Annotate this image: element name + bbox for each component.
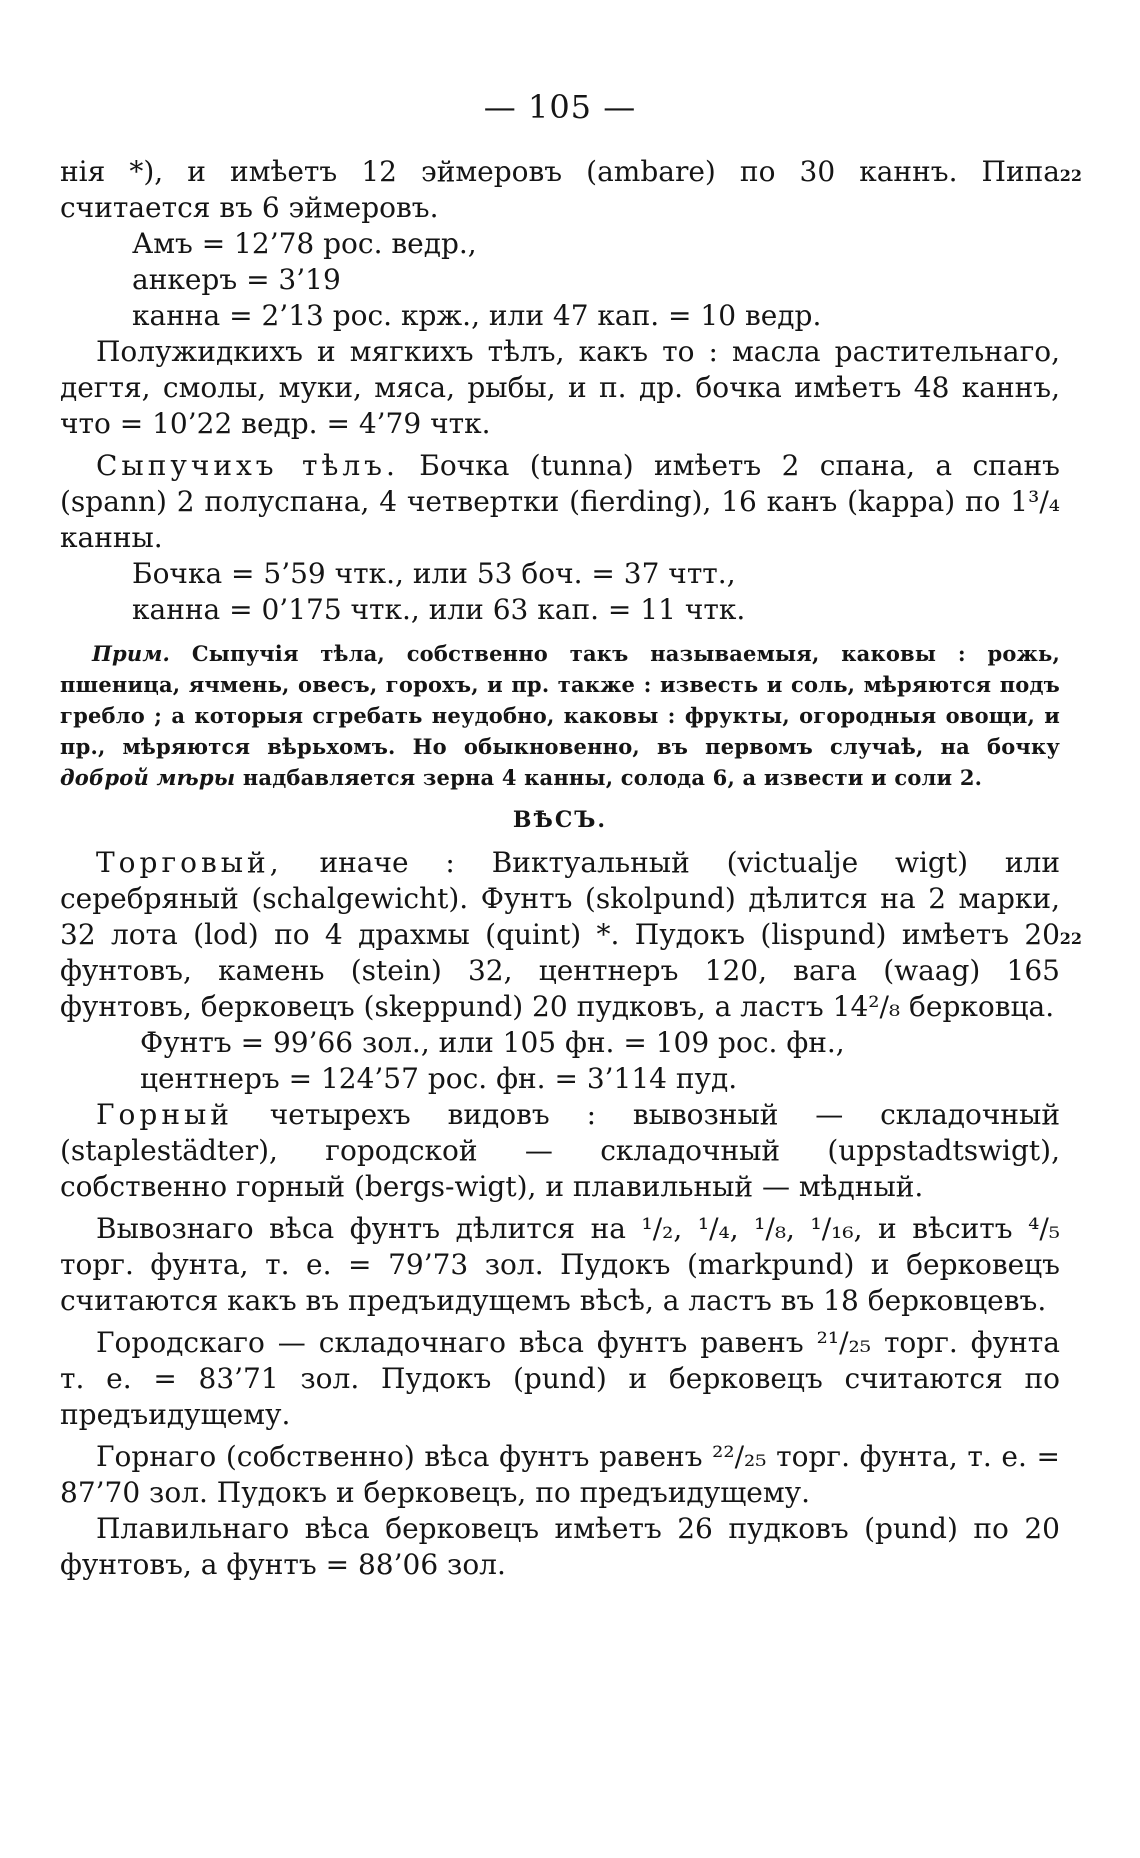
trade-weight-text: иначе : Виктуальный (victualje wigt) или серебряный (schalgewicht). Фунтъ (skolpund) дѣлится на 2 марки, 32 лота (lod) по 4 драхмы (quint) *. Пудокъ (lispund) имѣетъ 20 фунтовъ, камень (stein) 32, центнеръ 120, вага (waag) 165 фунтовъ, берковецъ (skeppund) 20 пудковъ, а ластъ 14²/₈ берковца. [60,846,1060,1023]
paragraph-intro [60,154,1082,226]
measures-table-weight [60,1025,1060,1097]
paragraph-trade-weight [60,845,1082,1025]
margin-note-number: 22 [1059,166,1082,185]
dry-bodies-text: Бочка (tunna) имѣетъ 2 спана, а спанъ (spann) 2 полуспана, 4 четвертки (fierding), 16 канъ (kappa) по 1³/₄ канны. [60,449,1060,554]
remark-text-before: Сыпучія тѣла, собственно такъ называемыя, каковы : рожь, пшеница, ячмень, овесъ, горохъ, и пр. также : известь и соль, мѣряются подъ гребло ; а которыя сгребать неудобно, каковы : фрукты, огородныя овощи, и пр., мѣряются вѣрьхомъ. Но обыкновенно, въ первомъ случаѣ, на бочку [60,641,1060,759]
measure-row: канна = 2’13 рос. крж., или 47 кап. = 10 ведр. [132,299,822,332]
paragraph-dry-bodies [60,448,1060,556]
paragraph-semiliquid: Полужидкихъ и мягкихъ тѣлъ, какъ то : масла растительнаго, дегтя, смолы, муки, мяса, рыбы, и п. др. бочка имѣетъ 48 каннъ, что = 10’22 ведр. = 4’79 чтк. [60,335,1060,440]
measure-row: канна = 0’175 чтк., или 63 кап. = 11 чтк. [132,593,746,626]
footnote-remark [60,638,1060,793]
remark-label: Прим. [92,641,171,666]
remark-text-after: надбавляется зерна 4 канны, солода 6, а извести и соли 2. [235,765,983,790]
measure-row: Бочка = 5’59 чтк., или 53 боч. = 37 чтт., [132,557,736,590]
section-heading: ВѢСЪ. [512,807,608,833]
margin-note-number: 22 [1059,929,1082,948]
paragraph-mountain-weight: Горнаго (собственно) вѣса фунтъ равенъ ²²/₂₅ торг. фунта, т. е. = 87’70 зол. Пудокъ и берковецъ, по предъидущему. [60,1440,1060,1509]
measure-row: центнеръ = 124’57 рос. фн. = 3’114 пуд. [140,1062,738,1095]
paragraph-smelting-weight: Плавильнаго вѣса берковецъ имѣетъ 26 пудковъ (pund) по 20 фунтовъ, а фунтъ = 88’06 зол. [60,1512,1060,1581]
measures-table-dry [60,556,1060,628]
measure-row: Фунтъ = 99’66 зол., или 105 фн. = 109 рос. фн., [140,1026,845,1059]
measure-row: анкеръ = 3’19 [132,263,341,296]
measure-row: Амъ = 12’78 рос. ведр., [132,227,477,260]
paragraph-mining-weight [60,1097,1060,1205]
remark-emphasis: доброй мѣры [60,765,236,790]
mining-weight-text: четырехъ видовъ : вывозный — складочный (staplestädter), городской — складочный (uppstadtswigt), собственно горный (bergs-wigt), и плавильный — мѣдный. [60,1098,1060,1203]
measures-table-liquid [60,226,1060,334]
page-body [60,70,1082,1583]
paragraph-intro-text: нія *), и имѣетъ 12 эймеровъ (ambare) по 30 каннъ. Пипа считается въ 6 эймеровъ. [60,155,1060,224]
dry-bodies-lead: Сыпучихъ тѣлъ. [96,449,399,482]
mining-weight-lead: Горный [96,1098,233,1131]
page-number: — 105 — [483,88,637,126]
paragraph-export-weight: Вывознаго вѣса фунтъ дѣлится на ¹/₂, ¹/₄, ¹/₈, ¹/₁₆, и вѣситъ ⁴/₅ торг. фунта, т. е. = 79’73 зол. Пудокъ (markpund) и берковецъ считаются какъ въ предъидущемъ вѣсѣ, а ластъ въ 18 берковцевъ. [60,1212,1060,1317]
trade-weight-lead: Торговый, [96,846,283,879]
paragraph-city-weight: Городскаго — складочнаго вѣса фунтъ равенъ ²¹/₂₅ торг. фунта т. е. = 83’71 зол. Пудокъ (pund) и берковецъ считаются по предъидущему. [60,1326,1060,1431]
